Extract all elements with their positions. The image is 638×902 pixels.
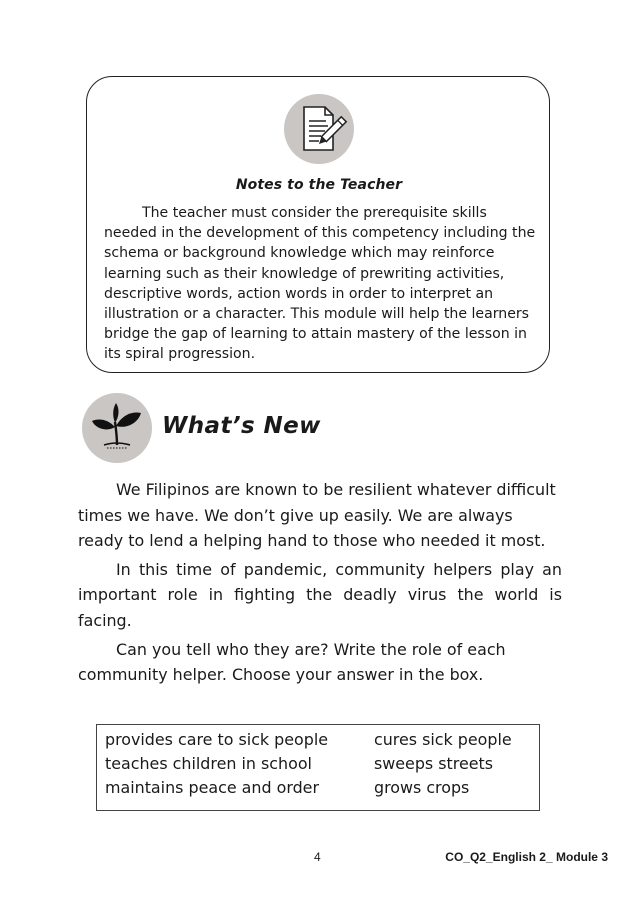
main-body	[78, 477, 562, 691]
module-code: CO_Q2_English 2_ Module 3	[445, 850, 608, 864]
paragraph-1: We Filipinos are known to be resilient whatever difficult times we have. We don’t give up easily. We are always ready to lend a helping hand to those who needed it most.	[78, 480, 556, 551]
whats-new-title: What’s New	[162, 413, 321, 439]
notes-paragraph: The teacher must consider the prerequisite skills needed in the development of this competency including the schema or background knowledge which may reinforce learning such as their knowledge of prewriting activities, descriptive words, action words in order to interpret an illustration or a character. This module will help the learners bridge the gap of learning to attain mastery of the lesson in its spiral progression.	[104, 205, 536, 363]
notes-body	[104, 203, 540, 365]
choice-item: maintains peace and order	[105, 778, 319, 797]
sprout-icon	[82, 393, 152, 463]
answer-choices-box	[96, 724, 540, 811]
choice-item: grows crops	[374, 778, 470, 797]
document-pencil-icon	[284, 94, 354, 164]
choice-item: teaches children in school	[105, 754, 312, 773]
choice-item: sweeps streets	[374, 754, 494, 773]
page-number: 4	[314, 850, 321, 864]
paragraph-3: Can you tell who they are? Write the role of each community helper. Choose your answer in the box.	[78, 639, 506, 685]
notes-title: Notes to the Teacher	[235, 177, 403, 193]
choice-item: provides care to sick people	[105, 730, 329, 749]
choice-item: cures sick people	[374, 730, 512, 749]
paragraph-2: In this time of pandemic, community helpers play an important role in fighting the deadly virus the world is facing.	[78, 559, 562, 630]
